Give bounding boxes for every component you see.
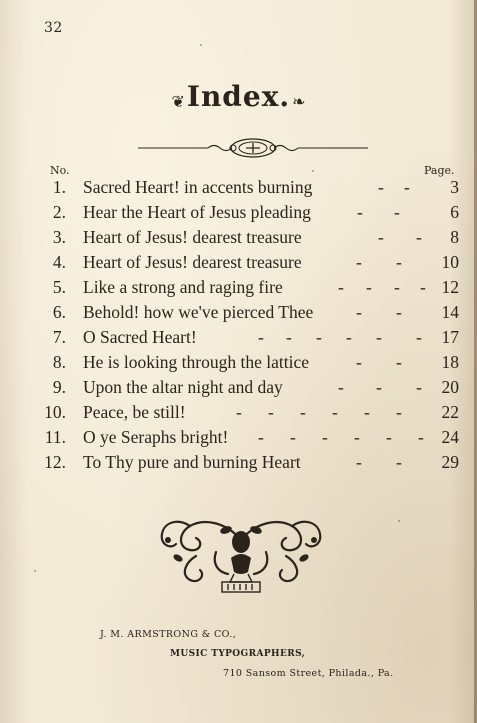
entry-title: O ye Seraphs bright! [83,427,229,447]
entry-number: 9. [52,377,66,397]
entry-page: 18 [441,352,459,372]
leader-dash: - [396,252,402,272]
leader-dash: - [378,177,384,197]
index-entry [0,352,477,376]
paper-speck [312,170,314,172]
leader-dash: - [376,327,382,347]
printer-name: J. M. ARMSTRONG & CO., [100,629,237,640]
entry-number: 12. [44,452,66,472]
printer-trade: MUSIC TYPOGRAPHERS, [170,649,306,659]
entry-title: Like a strong and raging fire [83,277,283,297]
entry-page: 20 [441,377,459,397]
entry-title: He is looking through the lattice [83,352,309,372]
leader-dash: - [416,377,422,397]
entry-title: Sacred Heart! in accents burning [83,177,313,197]
entry-page: 8 [450,227,459,247]
leader-dash: - [338,377,344,397]
entry-number: 5. [52,277,66,297]
index-entry [0,402,477,426]
leader-dash: - [356,352,362,372]
index-entry [0,202,477,226]
leader-dash: - [356,452,362,472]
leader-dash: - [396,452,402,472]
leader-dash: - [378,227,384,247]
leader-dash: - [356,302,362,322]
leader-dash: - [258,327,264,347]
leader-dash: - [338,277,344,297]
entry-title: Hear the Heart of Jesus pleading [83,202,311,222]
printer-address: 710 Sansom Street, Philada., Pa. [223,668,394,679]
entry-page: 22 [441,402,459,422]
leader-dash: - [416,327,422,347]
leader-dash: - [356,252,362,272]
index-entry [0,277,477,301]
entry-title: Behold! how we've pierced Thee [83,302,314,322]
leader-dash: - [258,427,264,447]
entry-page: 17 [441,327,459,347]
flourish-left-icon: ❦ [171,92,185,111]
paper-speck [398,520,400,522]
leader-dash: - [366,277,372,297]
index-entry [0,302,477,326]
entry-page: 14 [441,302,459,322]
title-block [0,80,477,113]
entry-title: Heart of Jesus! dearest treasure [83,227,302,247]
leader-dash: - [394,277,400,297]
leader-dash: - [420,277,426,297]
entry-title: To Thy pure and burning Heart [83,452,301,472]
leader-dash: - [286,327,292,347]
entry-title: O Sacred Heart! [83,327,197,347]
index-entry [0,227,477,251]
flourish-right-icon: ❧ [292,92,306,111]
page-number: 32 [44,20,63,36]
entry-page: 24 [441,427,459,447]
leader-dash: - [376,377,382,397]
entry-number: 1. [52,177,66,197]
leader-dash: - [396,352,402,372]
decorative-vignette-icon [156,512,326,598]
ornamental-divider [138,137,368,159]
leader-dash: - [364,402,370,422]
entry-page: 10 [441,252,459,272]
page-title: Index. [186,80,291,113]
leader-dash: - [418,427,424,447]
leader-dash: - [322,427,328,447]
entry-title: Upon the altar night and day [83,377,283,397]
entry-number: 7. [52,327,66,347]
leader-dash: - [300,402,306,422]
leader-dash: - [316,327,322,347]
entry-number: 10. [44,402,66,422]
index-entry [0,252,477,276]
entry-page: 3 [450,177,459,197]
column-header-number: No. [50,164,70,177]
entry-number: 6. [52,302,66,322]
leader-dash: - [404,177,410,197]
entry-number: 11. [44,427,66,447]
entry-page: 6 [450,202,459,222]
entry-number: 3. [52,227,66,247]
index-entry [0,327,477,351]
leader-dash: - [236,402,242,422]
leader-dash: - [386,427,392,447]
leader-dash: - [396,302,402,322]
leader-dash: - [396,402,402,422]
leader-dash: - [394,202,400,222]
entry-number: 4. [52,252,66,272]
paper-speck [200,44,202,46]
leader-dash: - [268,402,274,422]
entry-page: 29 [441,452,459,472]
entry-number: 8. [52,352,66,372]
leader-dash: - [357,202,363,222]
paper-speck [34,570,36,572]
index-entry [0,177,477,201]
index-entry [0,452,477,476]
entry-title: Heart of Jesus! dearest treasure [83,252,302,272]
index-entry [0,377,477,401]
leader-dash: - [332,402,338,422]
entry-title: Peace, be still! [83,402,186,422]
column-header-page: Page. [424,164,455,177]
entry-number: 2. [52,202,66,222]
index-entry [0,427,477,451]
leader-dash: - [354,427,360,447]
entry-page: 12 [441,277,459,297]
leader-dash: - [416,227,422,247]
leader-dash: - [346,327,352,347]
leader-dash: - [290,427,296,447]
